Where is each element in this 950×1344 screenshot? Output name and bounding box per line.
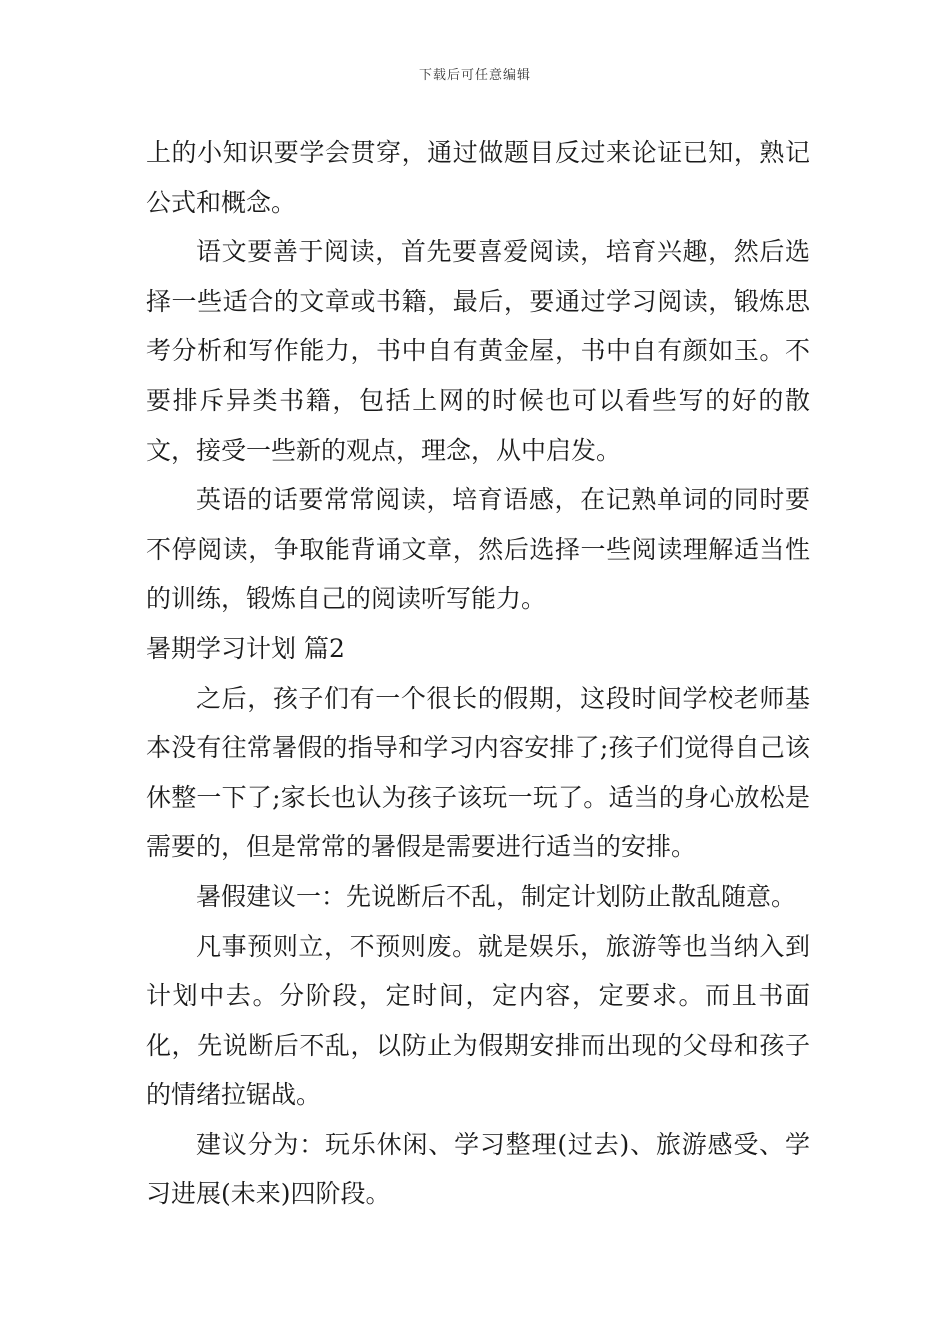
page-header: 下载后可任意编辑 [418,68,531,83]
paragraph-continuation: 上的小知识要学会贯穿，通过做题目反过来论证已知，熟记公式和概念。 [146,138,810,217]
paragraph-chinese-reading: 语文要善于阅读，首先要喜爱阅读，培育兴趣，然后选择一些适合的文章或书籍，最后，要通过学习阅读，锻炼思考分析和写作能力，书中自有黄金屋，书中自有颜如玉。不要排斥异类书籍，包括上网的时候也可以看些写的好的散文，接受一些新的观点，理念，从中启发。 [146,237,810,465]
document-body [146,128,810,1219]
paragraph-planning: 凡事预则立，不预则废。就是娱乐，旅游等也当纳入到计划中去。分阶段，定时间，定内容，定要求。而且书面化，先说断后不乱，以防止为假期安排而出现的父母和孩子的情绪拉锯战。 [146,931,810,1110]
paragraph-english-reading: 英语的话要常常阅读，培育语感，在记熟单词的同时要不停阅读，争取能背诵文章，然后选择一些阅读理解适当性的训练，锻炼自己的阅读听写能力。 [146,485,810,614]
paragraph-vacation-intro: 之后，孩子们有一个很长的假期，这段时间学校老师基本没有往常暑假的指导和学习内容安排了;孩子们觉得自己该休整一下了;家长也认为孩子该玩一玩了。适当的身心放松是需要的，但是常常的暑假是需要进行适当的安排。 [146,683,810,862]
paragraph-suggestion-one: 暑假建议一：先说断后不乱，制定计划防止散乱随意。 [196,881,797,911]
section-heading: 暑期学习计划 篇2 [146,633,345,663]
paragraph-phases: 建议分为：玩乐休闲、学习整理(过去)、旅游感受、学习进展(未来)四阶段。 [146,1129,810,1209]
